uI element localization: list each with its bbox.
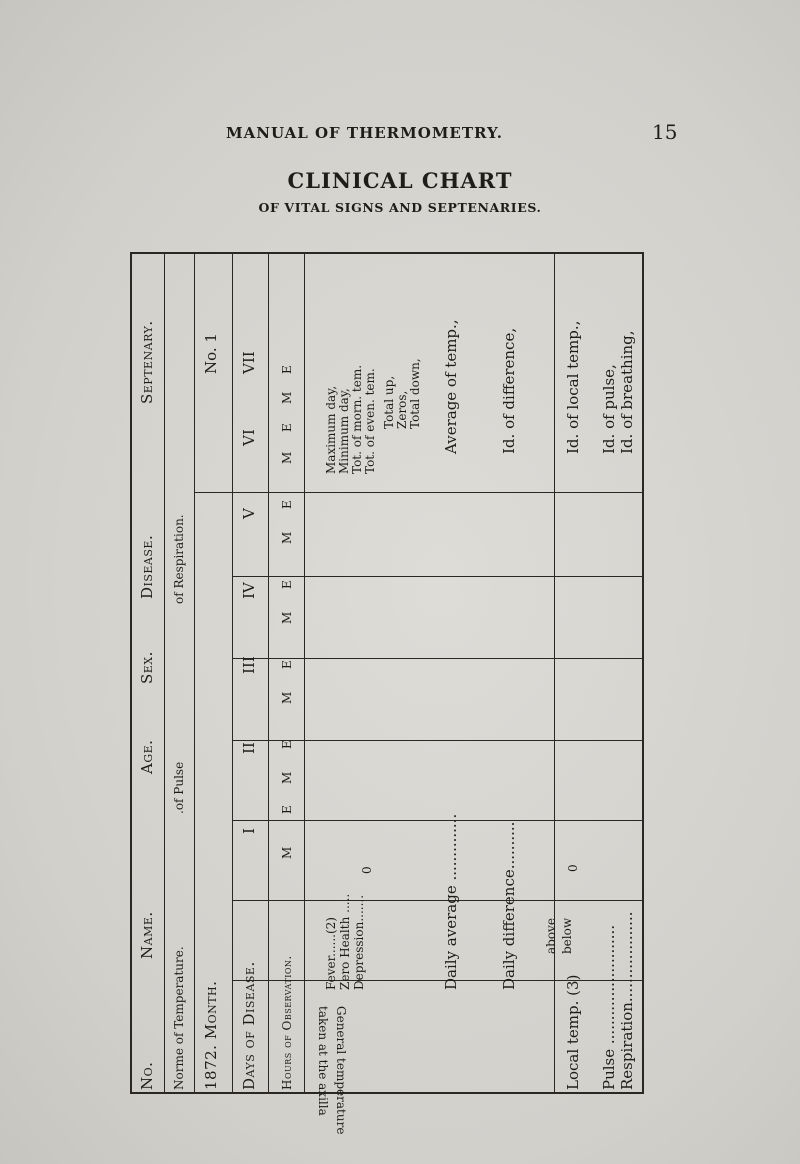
hour-mark: E [280, 423, 294, 432]
local-zero-mark: 0 [566, 864, 580, 872]
septenary-number: No. 1 [202, 333, 220, 374]
difference-label: Id. of difference, [500, 327, 518, 454]
row-rule [232, 576, 644, 577]
local-temp-id-label: Id. of local temp., [564, 320, 582, 454]
hour-mark: E [280, 805, 294, 814]
row-rule [232, 658, 644, 659]
column-rule [232, 254, 233, 1092]
page-number: 15 [652, 120, 678, 144]
row-rule [232, 820, 644, 821]
hour-mark: E [280, 500, 294, 509]
name-label: Name. [138, 911, 156, 959]
depression-label: Depression....... [352, 894, 366, 990]
septenary-label: Septenary. [138, 320, 156, 404]
norme-pulse-label: .of Pulse [172, 761, 186, 814]
hour-mark: M [280, 846, 294, 859]
running-head: MANUAL OF THERMOMETRY. [226, 124, 504, 142]
column-rule [268, 254, 269, 1092]
day-numeral: VI [240, 429, 258, 446]
respiration-label: Respiration................... [618, 911, 636, 1090]
total-down-label: Total down, [408, 358, 422, 429]
hour-mark: M [280, 451, 294, 464]
day-numeral: III [240, 656, 258, 674]
hour-mark: M [280, 391, 294, 404]
day-numeral: VII [240, 351, 258, 374]
column-rule [164, 254, 165, 1092]
daily-difference-label: Daily difference.......... [500, 821, 518, 990]
pulse-label: Pulse ......................... [600, 924, 618, 1090]
no-label: No. [138, 1061, 156, 1090]
hour-mark: M [280, 771, 294, 784]
breathing-id-label: Id. of breathing, [618, 330, 636, 454]
row-rule [194, 492, 644, 493]
column-rule [194, 254, 195, 1092]
local-below-label: below [560, 917, 574, 954]
hour-mark: E [280, 660, 294, 669]
chart-subtitle: OF VITAL SIGNS AND SEPTENARIES. [258, 200, 542, 215]
zeros-label: Zeros, [395, 390, 409, 429]
chart-title: CLINICAL CHART [287, 168, 513, 193]
day-numeral: IV [240, 582, 258, 599]
norme-respiration-label: of Respiration. [172, 514, 186, 604]
clinical-chart-table [130, 252, 644, 1135]
column-rule [304, 254, 305, 1092]
total-up-label: Total up, [382, 375, 396, 429]
hour-mark: M [280, 611, 294, 624]
total-evening-label: Tot. of even. tem. [363, 368, 377, 474]
hours-of-observation-label: Hours of Observation. [280, 955, 294, 1090]
day-numeral: II [240, 742, 258, 754]
local-above-label: above [544, 918, 558, 954]
total-morning-label: Tot. of morn. tem. [350, 364, 364, 474]
year-month-label: 1872. Month. [202, 980, 220, 1090]
hour-mark: E [280, 580, 294, 589]
fever-label: Fever......(2) [324, 917, 338, 990]
norme-temperature-label: Norme of Temperature. [172, 946, 186, 1090]
zero-health-label: Zero Health ..... [338, 893, 352, 990]
day-numeral: I [240, 828, 258, 834]
days-of-disease-label: Days of Disease. [240, 961, 258, 1090]
hour-mark: M [280, 691, 294, 704]
minimum-day-label: Minimum day, [337, 388, 351, 474]
general-temperature-label-2: taken at the axilla [316, 1006, 330, 1116]
disease-label: Disease. [138, 534, 156, 599]
row-rule [232, 900, 644, 901]
maximum-day-label: Maximum day, [324, 385, 338, 474]
hour-mark: E [280, 365, 294, 374]
general-zero-mark: 0 [360, 866, 374, 874]
hour-mark: E [280, 740, 294, 749]
hour-mark: M [280, 531, 294, 544]
local-temp-label: Local temp. (3) [564, 974, 582, 1090]
day-numeral: V [240, 508, 258, 519]
general-temperature-label: General temperature [334, 1006, 348, 1135]
average-of-temp-label: Average of temp., [442, 319, 460, 454]
pulse-id-label: Id. of pulse, [600, 364, 618, 454]
daily-average-label: Daily average .............. [442, 813, 460, 990]
sex-label: Sex. [138, 651, 156, 684]
column-rule [554, 254, 555, 1092]
age-label: Age. [138, 739, 156, 774]
